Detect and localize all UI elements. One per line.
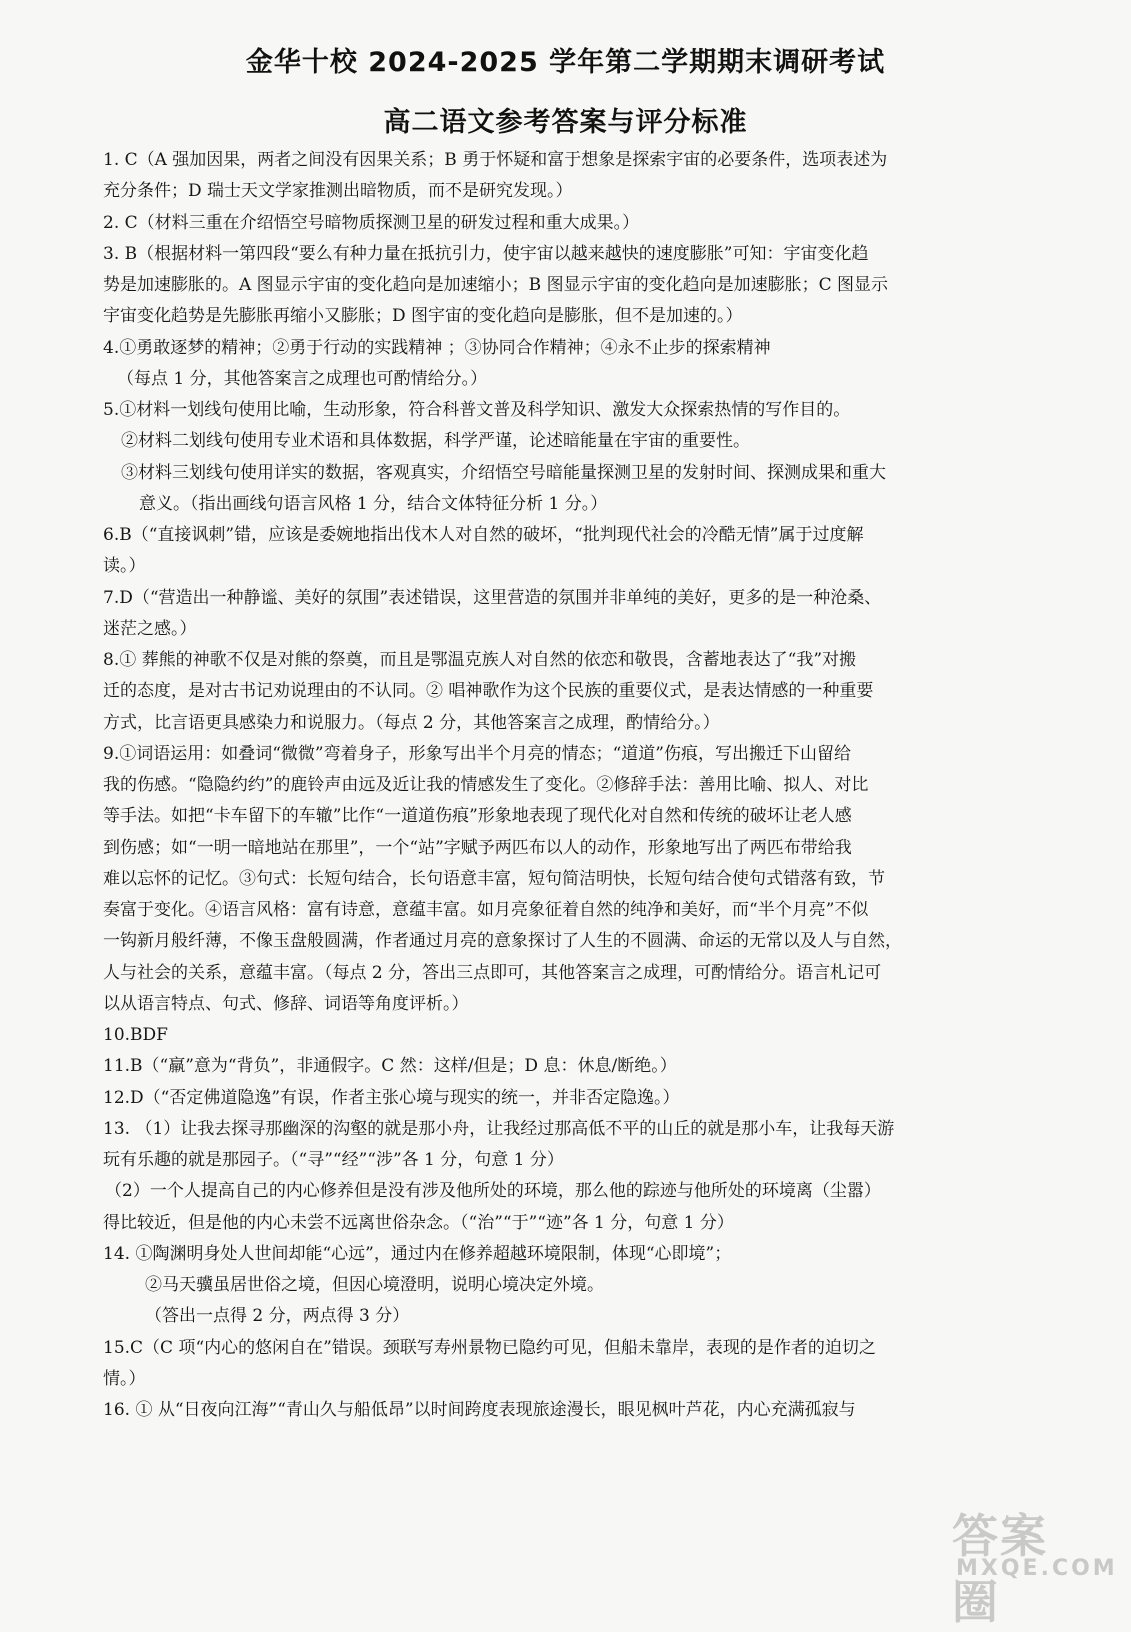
- answer-line: 13. （1）让我去探寻那幽深的沟壑的就是那小舟，让我经过那高低不平的山丘的就是那小车，让我每天游: [103, 1119, 895, 1139]
- answer-line: 方式，比言语更具感染力和说服力。（每点 2 分，其他答案言之成理，酌情给分。）: [103, 713, 720, 733]
- answer-line: 14. ①陶渊明身处人世间却能“心远”，通过内在修养超越环境限制，体现“心即境”；: [103, 1244, 732, 1264]
- answer-line: 12.D（“否定佛道隐逸”有误，作者主张心境与现实的统一，并非否定隐逸。）: [103, 1088, 680, 1108]
- answer-line: 一钩新月般纤薄，不像玉盘般圆满，作者通过月亮的意象探讨了人生的不圆满、命运的无常以及人与自然，: [103, 931, 902, 951]
- answer-line: 6.B（“直接讽刺”错，应该是委婉地指出伐木人对自然的破坏，“批判现代社会的冷酷无情”属于过度解: [103, 525, 864, 545]
- watermark-main-text: 答案圈: [952, 1509, 1048, 1629]
- page-subtitle: 高二语文参考答案与评分标准: [383, 107, 748, 138]
- answer-line: 16. ① 从“日夜向江海”“青山久与船低昂”以时间跨度表现旅途漫长，眼见枫叶芦花，内心充满孤寂与: [103, 1400, 856, 1420]
- page-title: 金华十校 2024-2025 学年第二学期期末调研考试: [245, 47, 886, 78]
- answer-line: 迁的态度，是对古书记劝说理由的不认同。② 唱神歌作为这个民族的重要仪式，是表达情感的一种重要: [103, 681, 874, 701]
- answer-line: 玩有乐趣的就是那园子。（“寻”“经”“涉”各 1 分，句意 1 分）: [103, 1150, 564, 1170]
- watermark-site-text: MXQE.COM: [956, 1556, 1118, 1581]
- answer-line: 以从语言特点、句式、修辞、词语等角度评析。）: [103, 994, 469, 1014]
- answer-line: 迷茫之感。）: [103, 619, 197, 639]
- answer-line: 读。）: [103, 556, 146, 576]
- answer-line: 人与社会的关系，意蕴丰富。（每点 2 分，答出三点即可，其他答案言之成理，可酌情给分。语言札记可: [103, 963, 882, 983]
- answer-line: 10.BDF: [103, 1025, 168, 1045]
- answer-line: ②马天骥虽居世俗之境，但因心境澄明，说明心境决定外境。: [145, 1275, 604, 1295]
- answer-line: 3. B（根据材料一第四段“要么有种力量在抵抗引力，使宇宙以越来越快的速度膨胀”可知：宇宙变化趋: [103, 244, 869, 264]
- answer-line: （2）一个人提高自己的内心修养但是没有涉及他所处的环境，那么他的踪迹与他所处的环境离（尘嚣）: [105, 1181, 881, 1201]
- answer-line: 9.①词语运用：如叠词“微微”弯着身子，形象写出半个月亮的情态；“道道”伤痕，写出搬迁下山留给: [103, 744, 851, 764]
- answer-line: 5.①材料一划线句使用比喻，生动形象，符合科普文普及科学知识、激发大众探索热情的写作目的。: [103, 400, 851, 420]
- answer-line: ③材料三划线句使用详实的数据，客观真实，介绍悟空号暗能量探测卫星的发射时间、探测成果和重大: [121, 463, 886, 483]
- answer-line: 意义。（指出画线句语言风格 1 分，结合文体特征分析 1 分。）: [139, 494, 608, 514]
- answer-line: 难以忘怀的记忆。③句式：长短句结合，长句语意丰富，短句简洁明快，长短句结合使句式错落有致，节: [103, 869, 885, 889]
- answer-line: 势是加速膨胀的。A 图显示宇宙的变化趋向是加速缩小；B 图显示宇宙的变化趋向是加速膨胀；C 图显示: [103, 275, 888, 295]
- answer-line: （答出一点得 2 分，两点得 3 分）: [145, 1306, 410, 1326]
- answer-line: 1. C（A 强加因果，两者之间没有因果关系；B 勇于怀疑和富于想象是探索宇宙的必要条件，选项表述为: [103, 150, 888, 170]
- answer-line: 4.①勇敢逐梦的精神；②勇于行动的实践精神 ；③协同合作精神；④永不止步的探索精神: [103, 338, 771, 358]
- answer-line: ②材料二划线句使用专业术语和具体数据，科学严谨，论述暗能量在宇宙的重要性。: [121, 431, 750, 451]
- answer-line: 2. C（材料三重在介绍悟空号暗物质探测卫星的研发过程和重大成果。）: [103, 213, 640, 233]
- answer-line: 到伤感；如“一明一暗地站在那里”，一个“站”字赋予两匹布以人的动作，形象地写出了两匹布带给我: [103, 838, 852, 858]
- answer-line: 11.B（“羸”意为“背负”，非通假字。C 然：这样/但是；D 息：休息/断绝。）: [103, 1056, 677, 1076]
- answer-line: 8.① 葬熊的神歌不仅是对熊的祭奠，而且是鄂温克族人对自然的依恋和敬畏，含蓄地表达了“我”对搬: [103, 650, 857, 670]
- answer-line: （每点 1 分，其他答案言之成理也可酌情给分。）: [117, 369, 488, 389]
- answer-line: 7.D（“营造出一种静谧、美好的氛围”表述错误，这里营造的氛围并非单纯的美好，更多的是一种沧桑、: [103, 588, 882, 608]
- answer-line: 情。）: [103, 1369, 146, 1389]
- answer-line: 等手法。如把“卡车留下的车辙”比作“一道道伤痕”形象地表现了现代化对自然和传统的破坏让老人感: [103, 806, 852, 826]
- answer-line: 15.C（C 项“内心的悠闲自在”错误。颈联写寿州景物已隐约可见，但船未靠岸，表现的是作者的迫切之: [103, 1338, 876, 1358]
- answer-line: 奏富于变化。④语言风格：富有诗意，意蕴丰富。如月亮象征着自然的纯净和美好，而“半个月亮”不似: [103, 900, 869, 920]
- answer-line: 宇宙变化趋势是先膨胀再缩小又膨胀；D 图宇宙的变化趋向是膨胀，但不是加速的。）: [103, 306, 743, 326]
- watermark-logo: [952, 1500, 1118, 1629]
- answer-line: 我的伤感。“隐隐约约”的鹿铃声由远及近让我的情感发生了变化。②修辞手法：善用比喻、拟人、对比: [103, 775, 869, 795]
- answer-line: 得比较近，但是他的内心未尝不远离世俗杂念。（“治”“于”“迹”各 1 分，句意 1 分）: [103, 1213, 734, 1233]
- answer-line: 充分条件；D 瑞士天文学家推测出暗物质，而不是研究发现。）: [103, 181, 573, 201]
